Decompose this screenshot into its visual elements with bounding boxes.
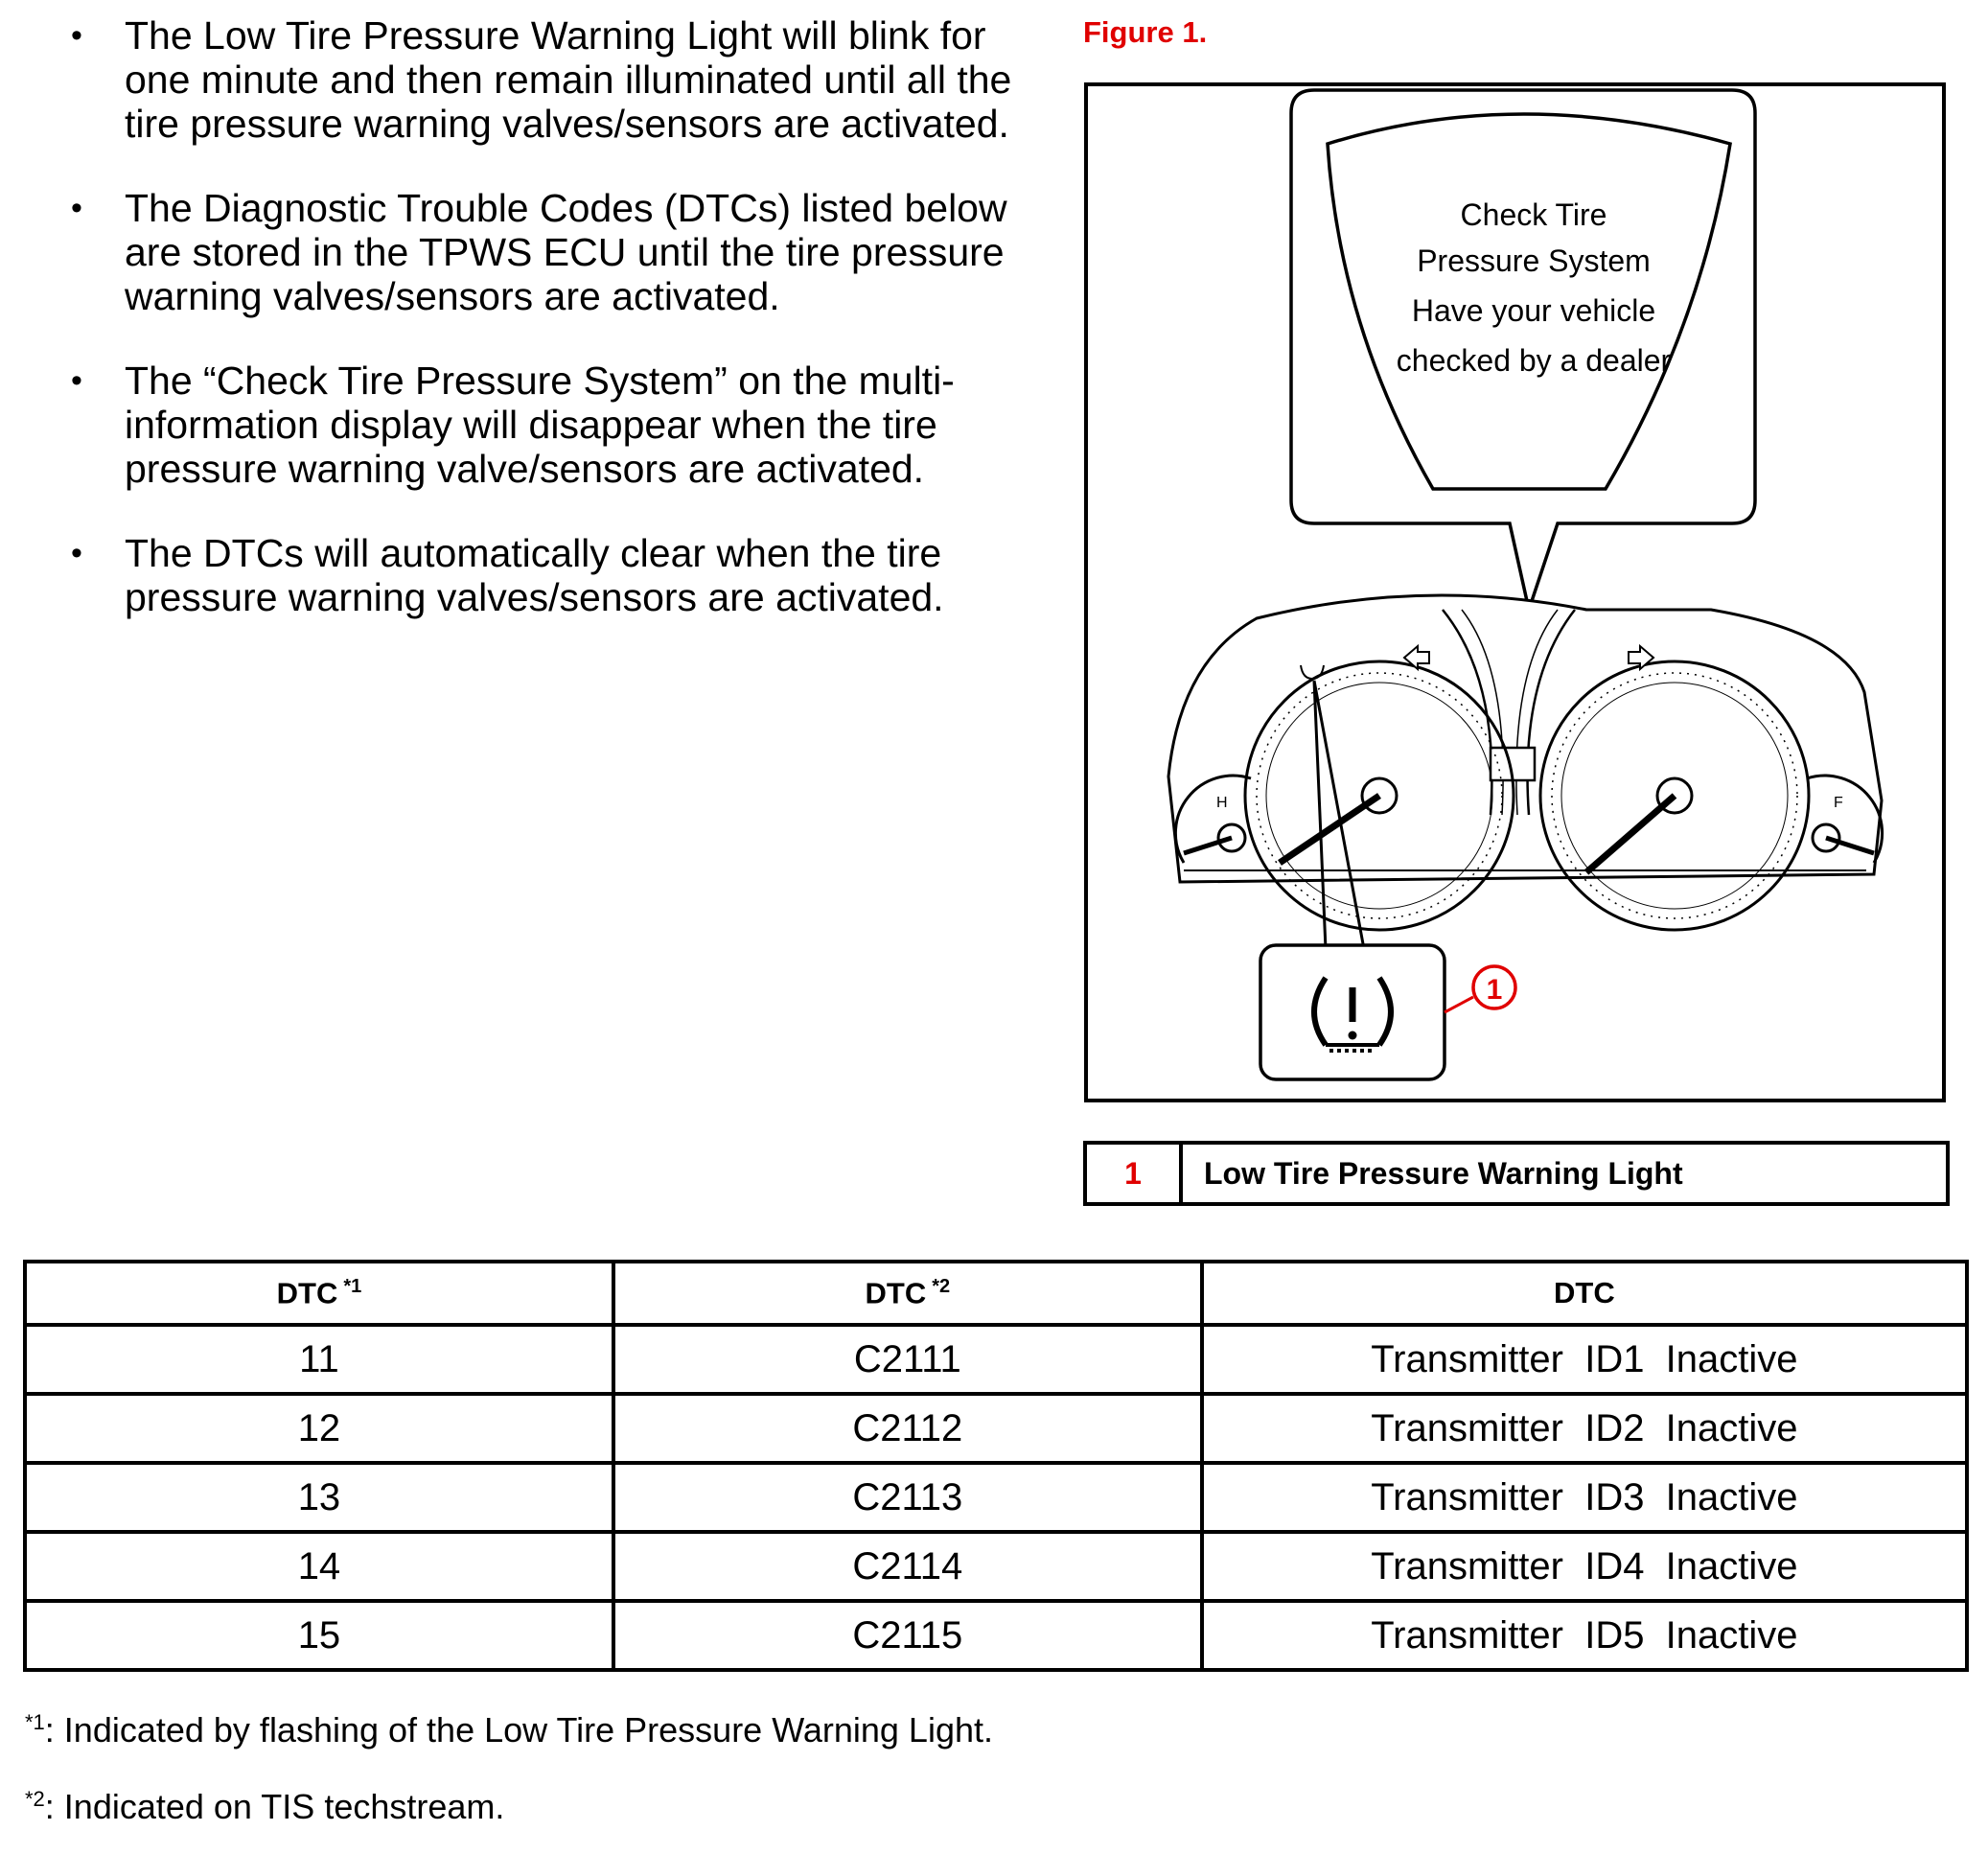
footnote-mark: *1 xyxy=(25,1710,45,1734)
cluster-outline xyxy=(1168,595,1882,882)
dtc-c-code-cell: C2114 xyxy=(613,1532,1202,1601)
footnote-text: : Indicated on TIS techstream. xyxy=(44,1787,505,1826)
dtc-code-cell: 14 xyxy=(25,1532,613,1601)
bullet-item xyxy=(67,531,1026,619)
header-mark: *2 xyxy=(932,1275,951,1297)
bullet-item xyxy=(67,13,1026,146)
dtc-description-cell: Transmitter ID5 Inactive xyxy=(1202,1601,1967,1670)
dtc-code-cell: 12 xyxy=(25,1394,613,1463)
fuel-gauge-letter: F xyxy=(1834,795,1843,811)
dtc-description-cell: Transmitter ID3 Inactive xyxy=(1202,1463,1967,1532)
header-dtc-description xyxy=(1202,1262,1967,1325)
table-row xyxy=(25,1394,1967,1463)
legend-number: 1 xyxy=(1087,1145,1183,1202)
dtc-c-code-cell: C2115 xyxy=(613,1601,1202,1670)
figure-title: Figure 1. xyxy=(1083,15,1208,49)
footnote xyxy=(25,1787,504,1827)
footnote-mark: *2 xyxy=(25,1787,45,1811)
dtc-description-cell: Transmitter ID1 Inactive xyxy=(1202,1325,1967,1394)
table-header-row xyxy=(25,1262,1967,1325)
table-row xyxy=(25,1601,1967,1670)
bullet-item xyxy=(67,359,1026,491)
header-dtc-flash xyxy=(25,1262,613,1325)
bullet-item xyxy=(67,186,1026,318)
display-message-line: Check Tire xyxy=(1460,197,1607,232)
footnote-text: : Indicated by flashing of the Low Tire Pressure Warning Light. xyxy=(44,1710,993,1750)
bullet-text: The Diagnostic Trouble Codes (DTCs) listed below are stored in the TPWS ECU until the tire pressure warning valves/sensors are activated. xyxy=(125,186,1007,318)
header-mark: *1 xyxy=(343,1275,362,1297)
display-message-line: Pressure System xyxy=(1417,243,1651,278)
bullet-dot: • xyxy=(71,17,82,54)
header-label: DTC xyxy=(276,1276,338,1310)
bullet-text: The Low Tire Pressure Warning Light will blink for one minute and then remain illuminated until all the tire pressure warning valves/sensors are activated. xyxy=(125,13,1012,146)
figure-legend xyxy=(1083,1141,1950,1206)
dtc-description-cell: Transmitter ID4 Inactive xyxy=(1202,1532,1967,1601)
bullet-list xyxy=(67,13,1026,660)
dtc-code-cell: 15 xyxy=(25,1601,613,1670)
dtc-c-code-cell: C2113 xyxy=(613,1463,1202,1532)
display-message-line: checked by a dealer xyxy=(1396,343,1672,378)
dtc-code-cell: 11 xyxy=(25,1325,613,1394)
footnote xyxy=(25,1710,993,1750)
table-row xyxy=(25,1325,1967,1394)
display-message-line: Have your vehicle xyxy=(1411,293,1656,328)
dtc-table xyxy=(23,1260,1969,1672)
callout-number: 1 xyxy=(1486,974,1503,1006)
table-row xyxy=(25,1532,1967,1601)
bullet-text: The DTCs will automatically clear when the tire pressure warning valves/sensors are activated. xyxy=(125,531,944,619)
dtc-c-code-cell: C2112 xyxy=(613,1394,1202,1463)
dtc-code-cell: 13 xyxy=(25,1463,613,1532)
bullet-dot: • xyxy=(71,190,82,226)
legend-description: Low Tire Pressure Warning Light xyxy=(1204,1155,1683,1191)
dtc-description-cell: Transmitter ID2 Inactive xyxy=(1202,1394,1967,1463)
header-label: DTC xyxy=(1554,1276,1615,1309)
dtc-c-code-cell: C2111 xyxy=(613,1325,1202,1394)
bullet-dot: • xyxy=(71,362,82,399)
bullet-dot: • xyxy=(71,535,82,571)
header-dtc-techstream xyxy=(613,1262,1202,1325)
bullet-text: The “Check Tire Pressure System” on the multi-information display will disappear when the tire pressure warning valve/sensors are activated. xyxy=(125,359,955,491)
temp-gauge-letter: H xyxy=(1216,795,1228,811)
header-label: DTC xyxy=(865,1276,927,1310)
table-row xyxy=(25,1463,1967,1532)
